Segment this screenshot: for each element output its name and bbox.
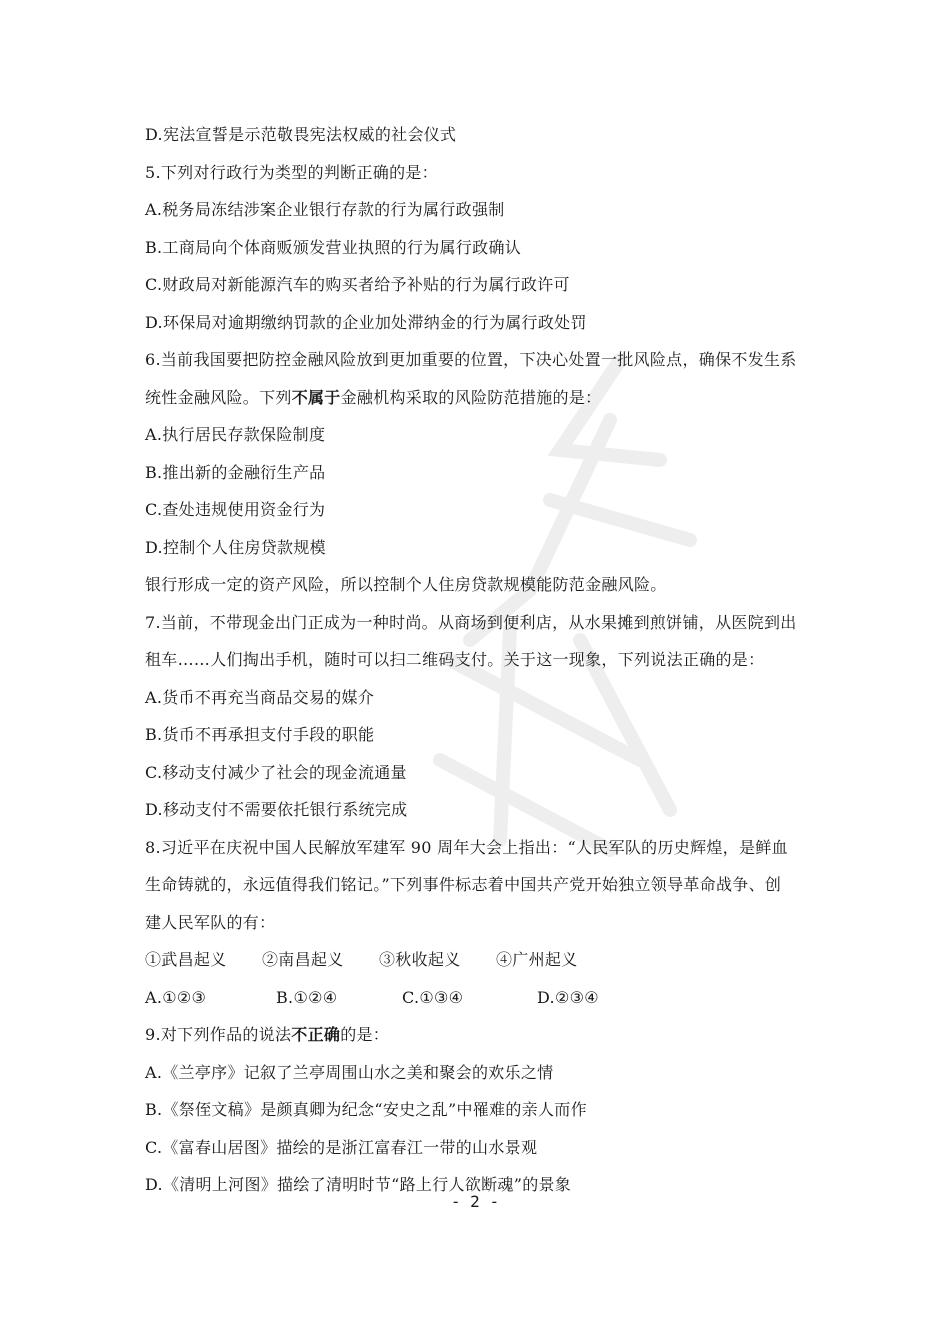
q5-option-b: B.工商局向个体商贩颁发营业执照的行为属行政确认 xyxy=(145,237,522,257)
q8-option: B.①②④ xyxy=(276,987,338,1007)
q5-option-d: D.环保局对逾期缴纳罚款的企业加处滞纳金的行为属行政处罚 xyxy=(145,312,587,332)
q8-option: D.②③④ xyxy=(537,987,599,1007)
q8-stem-line3: 建人民军队的有： xyxy=(145,912,276,932)
q8-item: ③秋收起义 xyxy=(379,950,461,969)
q8-item: ④广州起义 xyxy=(496,950,578,969)
q4-option-d: D.宪法宣誓是示范敬畏宪法权威的社会仪式 xyxy=(145,125,457,144)
q8-option: C.①③④ xyxy=(402,987,464,1007)
q9-option-c: C.《富春山居图》描绘的是浙江富春江一带的山水景观 xyxy=(145,1137,538,1157)
q8-options xyxy=(145,979,825,1017)
q9-option-a: A.《兰亭序》记叙了兰亭周围山水之美和聚会的欢乐之情 xyxy=(145,1062,554,1082)
q8-item: ②南昌起义 xyxy=(262,950,344,969)
q6-option-c: C.查处违规使用资金行为 xyxy=(145,500,326,519)
q5-stem: 5.下列对行政行为类型的判断正确的是： xyxy=(145,162,438,182)
q6-option-b: B.推出新的金融衍生产品 xyxy=(145,462,326,482)
q6-explanation: 银行形成一定的资产风险，所以控制个人住房贷款规模能防范金融风险。 xyxy=(145,575,667,594)
q7-stem-line2: 租车……人们掏出手机，随时可以扫二维码支付。关于这一现象，下列说法正确的是： xyxy=(145,650,765,669)
q8-option: A.①②③ xyxy=(145,987,207,1007)
q6-stem-line2: 统性金融风险。下列不属于金融机构采取的风险防范措施的是： xyxy=(145,387,602,407)
page-number: - 2 - xyxy=(450,1192,500,1211)
q6-option-a: A.执行居民存款保险制度 xyxy=(145,425,326,444)
q8-item: ①武昌起义 xyxy=(145,950,227,969)
q7-stem-line1: 7.当前，不带现金出门正成为一种时尚。从商场到便利店，从水果摊到煎饼铺，从医院到出 xyxy=(145,612,797,632)
question-text-block xyxy=(145,116,825,1204)
q5-option-a: A.税务局冻结涉案企业银行存款的行为属行政强制 xyxy=(145,200,505,219)
q6-stem-line1: 6.当前我国要把防控金融风险放到更加重要的位置，下决心处置一批风险点，确保不发生系 xyxy=(145,350,797,369)
q9-stem: 9.对下列作品的说法不正确的是： xyxy=(145,1025,390,1044)
q5-option-c: C.财政局对新能源汽车的购买者给予补贴的行为属行政许可 xyxy=(145,275,570,294)
emphasis-not-belong: 不属于 xyxy=(291,387,341,407)
q8-stem-line1: 8.习近平在庆祝中国人民解放军建军 90 周年大会上指出：“人民军队的历史辉煌，是鲜血 xyxy=(145,837,788,857)
emphasis-incorrect: 不正确 xyxy=(291,1025,341,1044)
q7-option-c: C.移动支付减少了社会的现金流通量 xyxy=(145,762,407,782)
q8-stem-line2: 生命铸就的，永远值得我们铭记。”下列事件标志着中国共产党开始独立领导革命战争、创 xyxy=(145,875,782,894)
q7-option-a: A.货币不再充当商品交易的媒介 xyxy=(145,687,375,707)
q7-option-b: B.货币不再承担支付手段的职能 xyxy=(145,725,375,744)
q8-items xyxy=(145,941,825,979)
q9-option-b: B.《祭侄文稿》是颜真卿为纪念“安史之乱”中罹难的亲人而作 xyxy=(145,1100,587,1119)
q6-option-d: D.控制个人住房贷款规模 xyxy=(145,537,326,557)
q7-option-d: D.移动支付不需要依托银行系统完成 xyxy=(145,800,408,819)
q9-option-d: D.《清明上河图》描绘了清明时节“路上行人欲断魂”的景象 xyxy=(145,1175,572,1194)
